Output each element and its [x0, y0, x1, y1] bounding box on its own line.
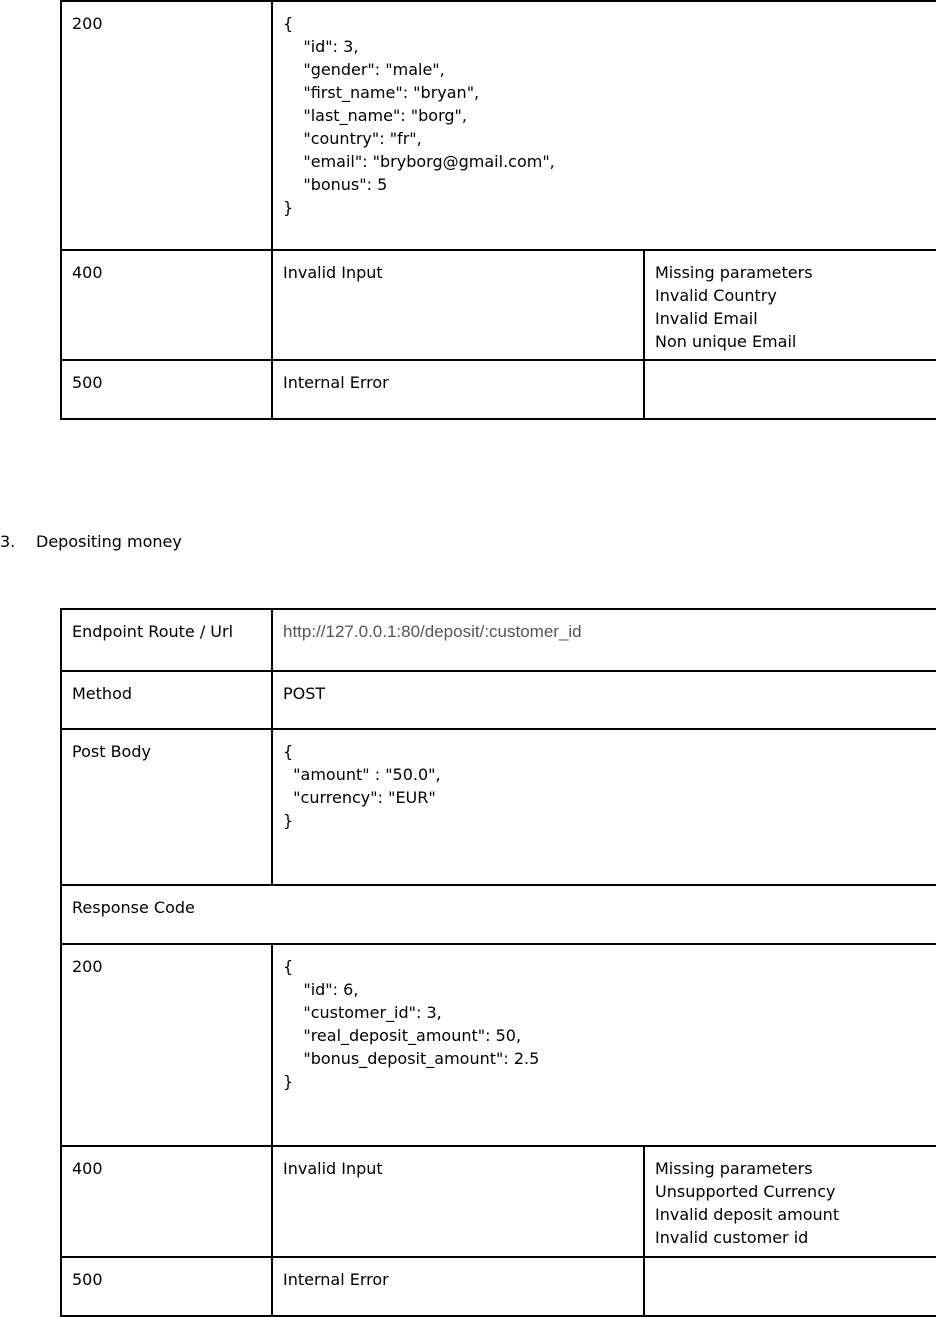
post-body-label-cell: Post Body: [61, 729, 272, 885]
section-heading: [0, 530, 182, 553]
response-desc-cell: Internal Error: [272, 1257, 644, 1316]
json-line: "real_deposit_amount": 50,: [283, 1026, 522, 1045]
json-line: "last_name": "borg",: [283, 106, 467, 125]
response-body-cell: [272, 944, 936, 1146]
response-code-cell: 400: [61, 250, 272, 360]
method-value-cell: POST: [272, 671, 936, 729]
json-line: "bonus": 5: [283, 175, 388, 194]
json-line: }: [283, 1072, 294, 1091]
json-line: "bonus_deposit_amount": 2.5: [283, 1049, 540, 1068]
json-line: "id": 6,: [283, 980, 359, 999]
json-line: }: [283, 811, 294, 830]
endpoint-label-cell: Endpoint Route / Url: [61, 609, 272, 671]
error-detail: Invalid customer id: [655, 1228, 809, 1247]
table-row: [61, 944, 936, 1146]
customer-response-table: [60, 0, 936, 420]
error-detail: Invalid Country: [655, 286, 777, 305]
response-code-cell: 500: [61, 360, 272, 419]
response-code-cell: 200: [61, 1, 272, 250]
post-body-cell: [272, 729, 936, 885]
error-detail: Missing parameters: [655, 1159, 813, 1178]
error-detail: Non unique Email: [655, 332, 797, 351]
error-detail: Missing parameters: [655, 263, 813, 282]
json-line: "id": 3,: [283, 37, 359, 56]
json-line: {: [283, 14, 294, 33]
response-details-cell: [644, 360, 936, 419]
json-line: "country": "fr",: [283, 129, 422, 148]
json-line: "first_name": "bryan",: [283, 83, 480, 102]
response-details-cell: [644, 1146, 936, 1257]
table-row: [61, 729, 936, 885]
table-row: [61, 609, 936, 671]
table-row: [61, 1, 936, 250]
table-row: [61, 360, 936, 419]
error-detail: Unsupported Currency: [655, 1182, 836, 1201]
json-line: {: [283, 742, 294, 761]
response-code-cell: 500: [61, 1257, 272, 1316]
response-desc-cell: Invalid Input: [272, 1146, 644, 1257]
json-line: "gender": "male",: [283, 60, 445, 79]
table-row: [61, 250, 936, 360]
response-code-cell: 400: [61, 1146, 272, 1257]
table-row: [61, 1146, 936, 1257]
response-desc-cell: Invalid Input: [272, 250, 644, 360]
error-detail: Invalid Email: [655, 309, 758, 328]
deposit-endpoint-table: [60, 608, 936, 1317]
section-title: Depositing money: [36, 532, 182, 551]
json-line: "customer_id": 3,: [283, 1003, 442, 1022]
json-line: }: [283, 198, 294, 217]
json-line: {: [283, 957, 294, 976]
method-label-cell: Method: [61, 671, 272, 729]
response-desc-cell: Internal Error: [272, 360, 644, 419]
error-detail: Invalid deposit amount: [655, 1205, 840, 1224]
response-code-header-cell: Response Code: [61, 885, 936, 944]
json-line: "currency": "EUR": [283, 788, 436, 807]
json-line: "amount" : "50.0",: [283, 765, 441, 784]
table-row: [61, 885, 936, 944]
response-code-cell: 200: [61, 944, 272, 1146]
table-row: [61, 671, 936, 729]
response-body-cell: [272, 1, 936, 250]
response-details-cell: [644, 1257, 936, 1316]
endpoint-url-cell: [272, 609, 936, 671]
json-line: "email": "bryborg@gmail.com",: [283, 152, 555, 171]
endpoint-url: http://127.0.0.1:80/deposit/:customer_id: [283, 622, 582, 641]
section-number: 3.: [0, 532, 16, 551]
table-row: [61, 1257, 936, 1316]
response-details-cell: [644, 250, 936, 360]
